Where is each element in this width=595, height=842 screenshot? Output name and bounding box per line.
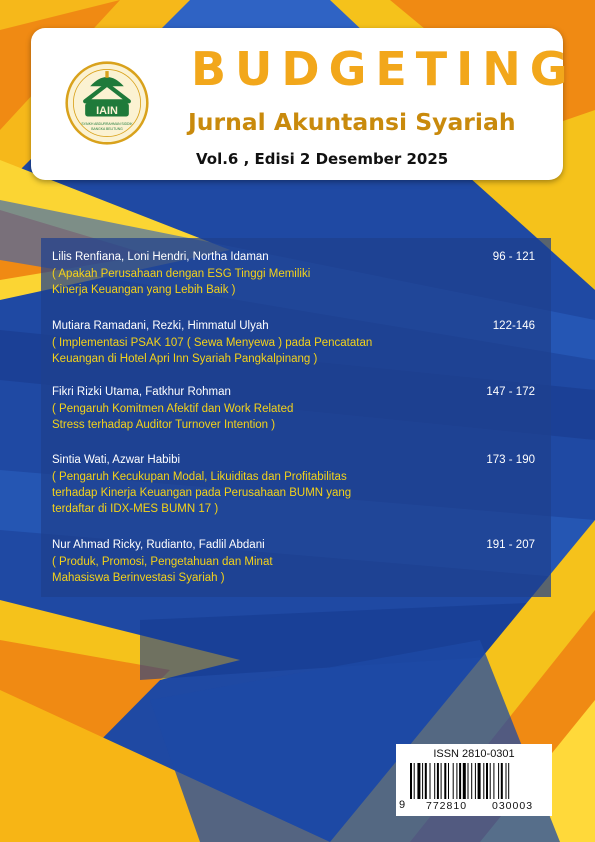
article-title: ( Produk, Promosi, Pengetahuan dan Minat Mahasiswa Berinvestasi Syariah ) [52,556,273,584]
barcode-bar [425,763,427,799]
logo-institution-text: IAIN [96,104,118,117]
barcode-bar [468,763,469,799]
article-title: ( Apakah Perusahaan dengan ESG Tinggi Memiliki Kinerja Keuangan yang Lebih Baik ) [52,268,311,296]
barcode-bar [478,763,481,799]
barcode-bar [453,763,454,799]
barcode-bar [441,763,442,799]
article-title: ( Pengaruh Komitmen Afektif dan Work Related Stress terhadap Auditor Turnover Intention ) [52,403,294,431]
toc-entry [52,319,545,367]
toc-entry [52,250,545,298]
svg-text:SYAIKH ABDURRAHMAN SIDDIK: SYAIKH ABDURRAHMAN SIDDIK [81,121,133,126]
article-authors: Mutiara Ramadani, Rezki, Himmatul Ulyah [52,320,269,332]
barcode-bar [475,763,476,799]
barcode-bar [448,763,449,799]
barcode-bars [410,763,540,799]
barcode-bar [463,763,466,799]
barcode-digits-right: 030003 [492,800,534,812]
article-pages: 122-146 [492,320,535,332]
barcode-bar [434,763,435,799]
svg-text:BANGKA BELITUNG: BANGKA BELITUNG [91,126,123,131]
barcode-bar [498,763,499,799]
barcode-bar [456,763,457,799]
journal-subtitle: Jurnal Akuntansi Syariah [188,108,516,136]
barcode-bar [486,763,488,799]
article-authors: Fikri Rizki Utama, Fatkhur Rohman [52,386,231,398]
toc-entry [52,385,545,433]
article-pages: 147 - 172 [486,386,535,398]
toc-entry [52,538,545,586]
article-pages: 96 - 121 [492,251,535,263]
issn-label: ISSN 2810-0301 [433,748,515,760]
barcode-bar [437,763,439,799]
header-card [31,28,577,180]
toc-entry [52,453,545,517]
barcode-bar [430,763,431,799]
barcode-bar [493,763,494,799]
barcode-bar [506,763,507,799]
barcode-bar [471,763,472,799]
article-authors: Lilis Renfiana, Loni Hendri, Northa Idaman [52,251,269,263]
article-pages: 191 - 207 [486,539,535,551]
barcode-bar [444,763,446,799]
barcode-bar [414,763,415,799]
barcode-bar [410,763,412,799]
barcode-bar [508,763,509,799]
issn-barcode [396,744,552,816]
article-title: ( Pengaruh Kecukupan Modal, Likuiditas dan Profitabilitas terhadap Kinerja Keuangan pada Perusahaan BUMN yang terdaftar di IDX-MES BUMN 17 ) [52,471,352,515]
article-title: ( Implementasi PSAK 107 ( Sewa Menyewa ) pada Pencatatan Keuangan di Hotel Apri Inn Syariah Pangkalpinang ) [52,337,373,365]
edition-label: Vol.6 , Edisi 2 Desember 2025 [196,150,449,168]
article-pages: 173 - 190 [486,454,535,466]
barcode-bar [490,763,491,799]
iain-logo [65,61,149,145]
barcode-digit-first: 9 [399,799,406,811]
article-authors: Nur Ahmad Ricky, Rudianto, Fadlil Abdani [52,539,265,551]
table-of-contents [41,238,551,597]
barcode-digits-left: 772810 [426,800,468,812]
article-authors: Sintia Wati, Azwar Habibi [52,454,181,466]
barcode-bar [459,763,461,799]
barcode-bar [501,763,503,799]
barcode-bar [417,763,420,799]
barcode-bar [422,763,423,799]
journal-title: BUDGETING [191,42,577,96]
barcode-bar [483,763,484,799]
